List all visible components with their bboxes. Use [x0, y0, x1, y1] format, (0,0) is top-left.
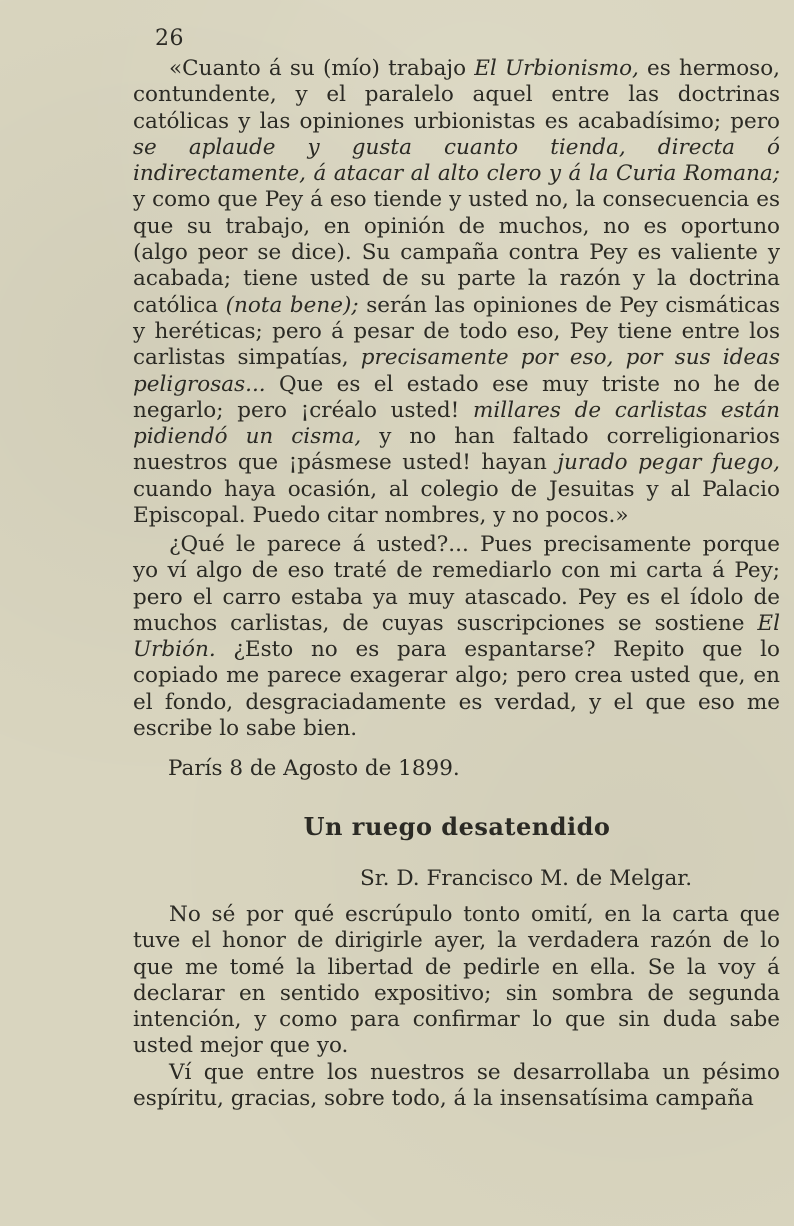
addressee: Sr. D. Francisco M. de Melgar.: [360, 866, 693, 891]
italic-run: (nota bene);: [225, 292, 359, 318]
paragraph-commentary: [133, 532, 780, 742]
paragraph-letter-continued: Ví que entre los nuestros se desarrollaba un pésimo espíritu, gracias, sobre todo, á la insensatísima campaña: [133, 1060, 780, 1112]
italic-run: El Urbionismo,: [474, 56, 639, 81]
italic-run: precisamente por eso, por sus ideas peligrosas...: [133, 345, 780, 397]
dateline: París 8 de Agosto de 1899.: [168, 756, 460, 781]
text-run: serán las opiniones de Pey cismáticas y heréticas; pero á pesar de todo eso, Pey tiene entre los carlistas simpatías,: [133, 292, 780, 371]
text-run: «Cuanto á su (mío) trabajo: [169, 56, 475, 81]
italic-run: El Urbión.: [133, 610, 780, 663]
text-run: cuando haya ocasión, al colegio de Jesuitas y al Palacio Episcopal. Puedo citar nombres, y no pocos.»: [133, 476, 780, 529]
text-run: ¿Esto no es para espantarse? Repito que lo copiado me parece exagerar algo; pero crea usted que, en el fondo, desgraciadamente es verdad, y el que eso me escribe lo sabe bien.: [133, 637, 780, 742]
italic-run: se aplaude y gusta cuanto tienda, directa ó indirectamente, á atacar al alto clero y á la Curia Romana;: [133, 134, 780, 187]
text-run: y no han faltado correligionarios nuestros que ¡pásmese usted! hayan: [133, 424, 780, 476]
paragraph-quote: [133, 56, 780, 529]
section-heading: Un ruego desatendido: [303, 812, 611, 841]
paragraph-letter: No sé por qué escrúpulo tonto omití, en la carta que tuve el honor de dirigirle ayer, la verdadera razón de lo que me tomé la libertad de pedirle en ella. Se la voy á declarar en sentido expositivo; sin sombra de segunda intención, y como para confirmar lo que sin duda sabe usted mejor que yo.: [133, 902, 780, 1059]
italic-run: jurado pegar fuego,: [557, 450, 780, 476]
text-run: Que es el estado ese muy triste no he de negarlo; pero ¡créalo usted!: [133, 371, 780, 423]
text-run: y como que Pey á eso tiende y usted no, la consecuencia es que su trabajo, en opinión de muchos, no es oportuno (algo peor se dice). Su campaña contra Pey es valiente y acabada; tiene usted de su parte la razón y la doctrina católica: [133, 187, 780, 318]
italic-run: millares de carlistas están pidiendó un cisma,: [133, 397, 780, 450]
text-run: ¿Qué le parece á usted?... Pues precisamente porque yo ví algo de eso traté de remediarlo con mi carta á Pey; pero el carro estaba ya muy atascado. Pey es el ídolo de muchos carlistas, de cuyas suscripciones se sostiene: [133, 532, 780, 636]
text-run: es hermoso, contundente, y el paralelo aquel entre las doctrinas católicas y las opiniones urbionistas es acabadísimo; pero: [133, 56, 780, 134]
page-number: 26: [155, 26, 184, 51]
